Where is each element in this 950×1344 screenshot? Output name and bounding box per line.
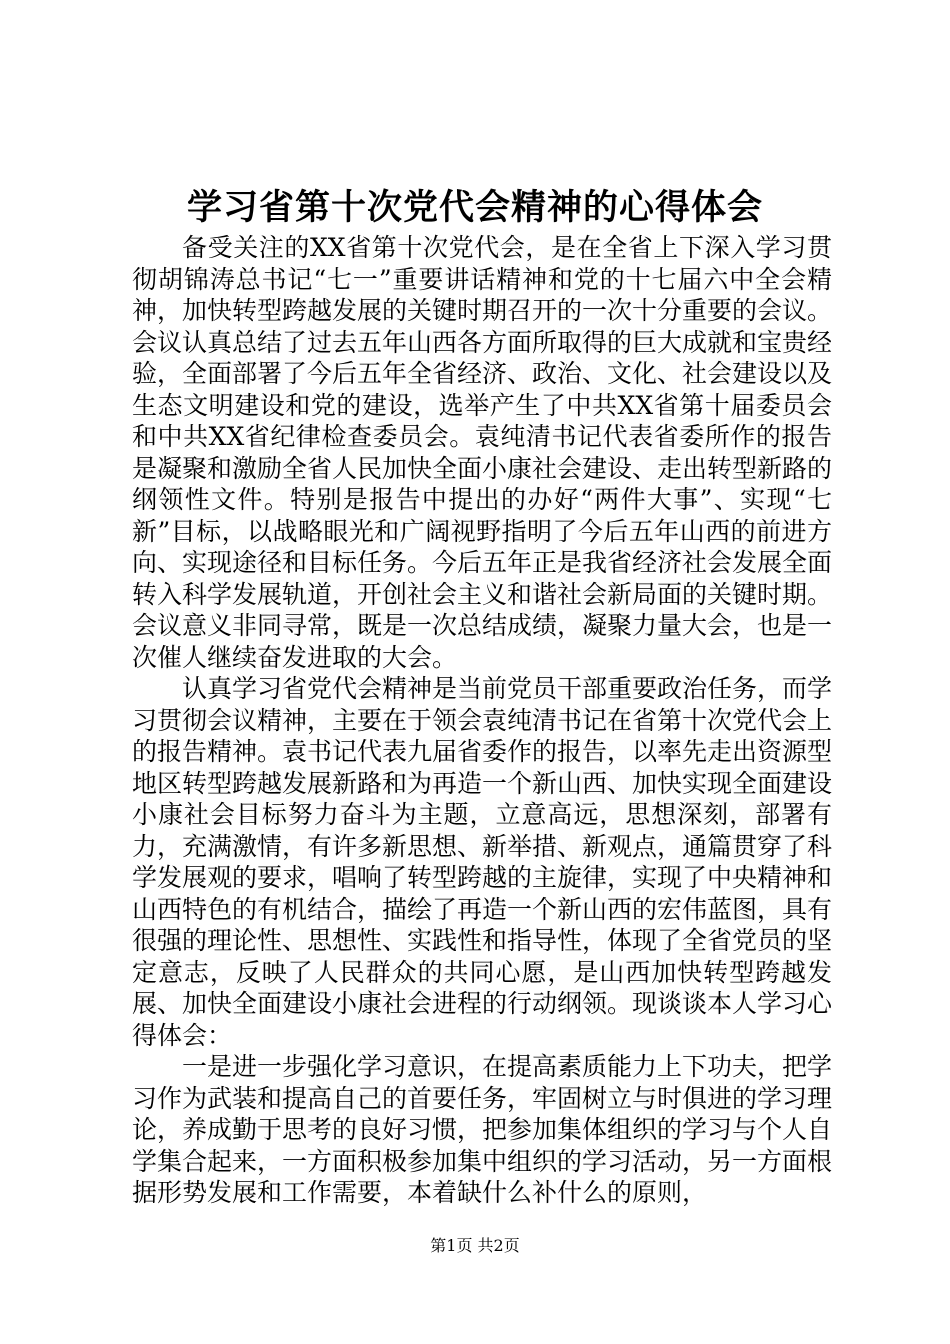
paragraph-1: 备受关注的XX省第十次党代会，是在全省上下深入学习贯彻胡锦涛总书记“七一”重要讲话精神和党的十七届六中全会精神，加快转型跨越发展的关键时期召开的一次十分重要的会议。会议认真总结了过去五年山西各方面所取得的巨大成就和宝贵经验，全面部署了今后五年全省经济、政治、文化、社会建设以及生态文明建设和党的建设，选举产生了中共XX省第十届委员会和中共XX省纪律检查委员会。袁纯清书记代表省委所作的报告是凝聚和激励全省人民加快全面小康社会建设、走出转型新路的纲领性文件。特别是报告中提出的办好“两件大事”、实现“七新”目标，以战略眼光和广阔视野指明了今后五年山西的前进方向、实现途径和目标任务。今后五年正是我省经济社会发展全面转入科学发展轨道，开创社会主义和谐社会新局面的关键时期。会议意义非同寻常，既是一次总结成绩，凝聚力量大会，也是一次催人继续奋发进取的大会。 [132, 233, 833, 672]
paragraph-2: 认真学习省党代会精神是当前党员干部重要政治任务，而学习贯彻会议精神，主要在于领会袁纯清书记在省第十次党代会上的报告精神。袁书记代表九届省委作的报告，以率先走出资源型地区转型跨越发展新路和为再造一个新山西、加快实现全面建设小康社会目标努力奋斗为主题，立意高远，思想深刻，部署有力，充满激情，有许多新思想、新举措、新观点，通篇贯穿了科学发展观的要求，唱响了转型跨越的主旋律，实现了中央精神和山西特色的有机结合，描绘了再造一个新山西的宏伟蓝图，具有很强的理论性、思想性、实践性和指导性，体现了全省党员的坚定意志，反映了人民群众的共同心愿，是山西加快转型跨越发展、加快全面建设小康社会进程的行动纲领。现谈谈本人学习心得体会： [132, 674, 833, 1050]
page-footer: 第1页 共2页 [430, 1236, 520, 1255]
document-title: 学习省第十次党代会精神的心得体会 [186, 187, 763, 228]
paragraph-3: 一是进一步强化学习意识，在提高素质能力上下功夫，把学习作为武装和提高自己的首要任务，牢固树立与时俱进的学习理论，养成勤于思考的良好习惯，把参加集体组织的学习与个人自学集合起来，一方面积极参加集中组织的学习活动，另一方面根据形势发展和工作需要，本着缺什么补什么的原则， [132, 1052, 833, 1207]
document-body [132, 232, 832, 1209]
